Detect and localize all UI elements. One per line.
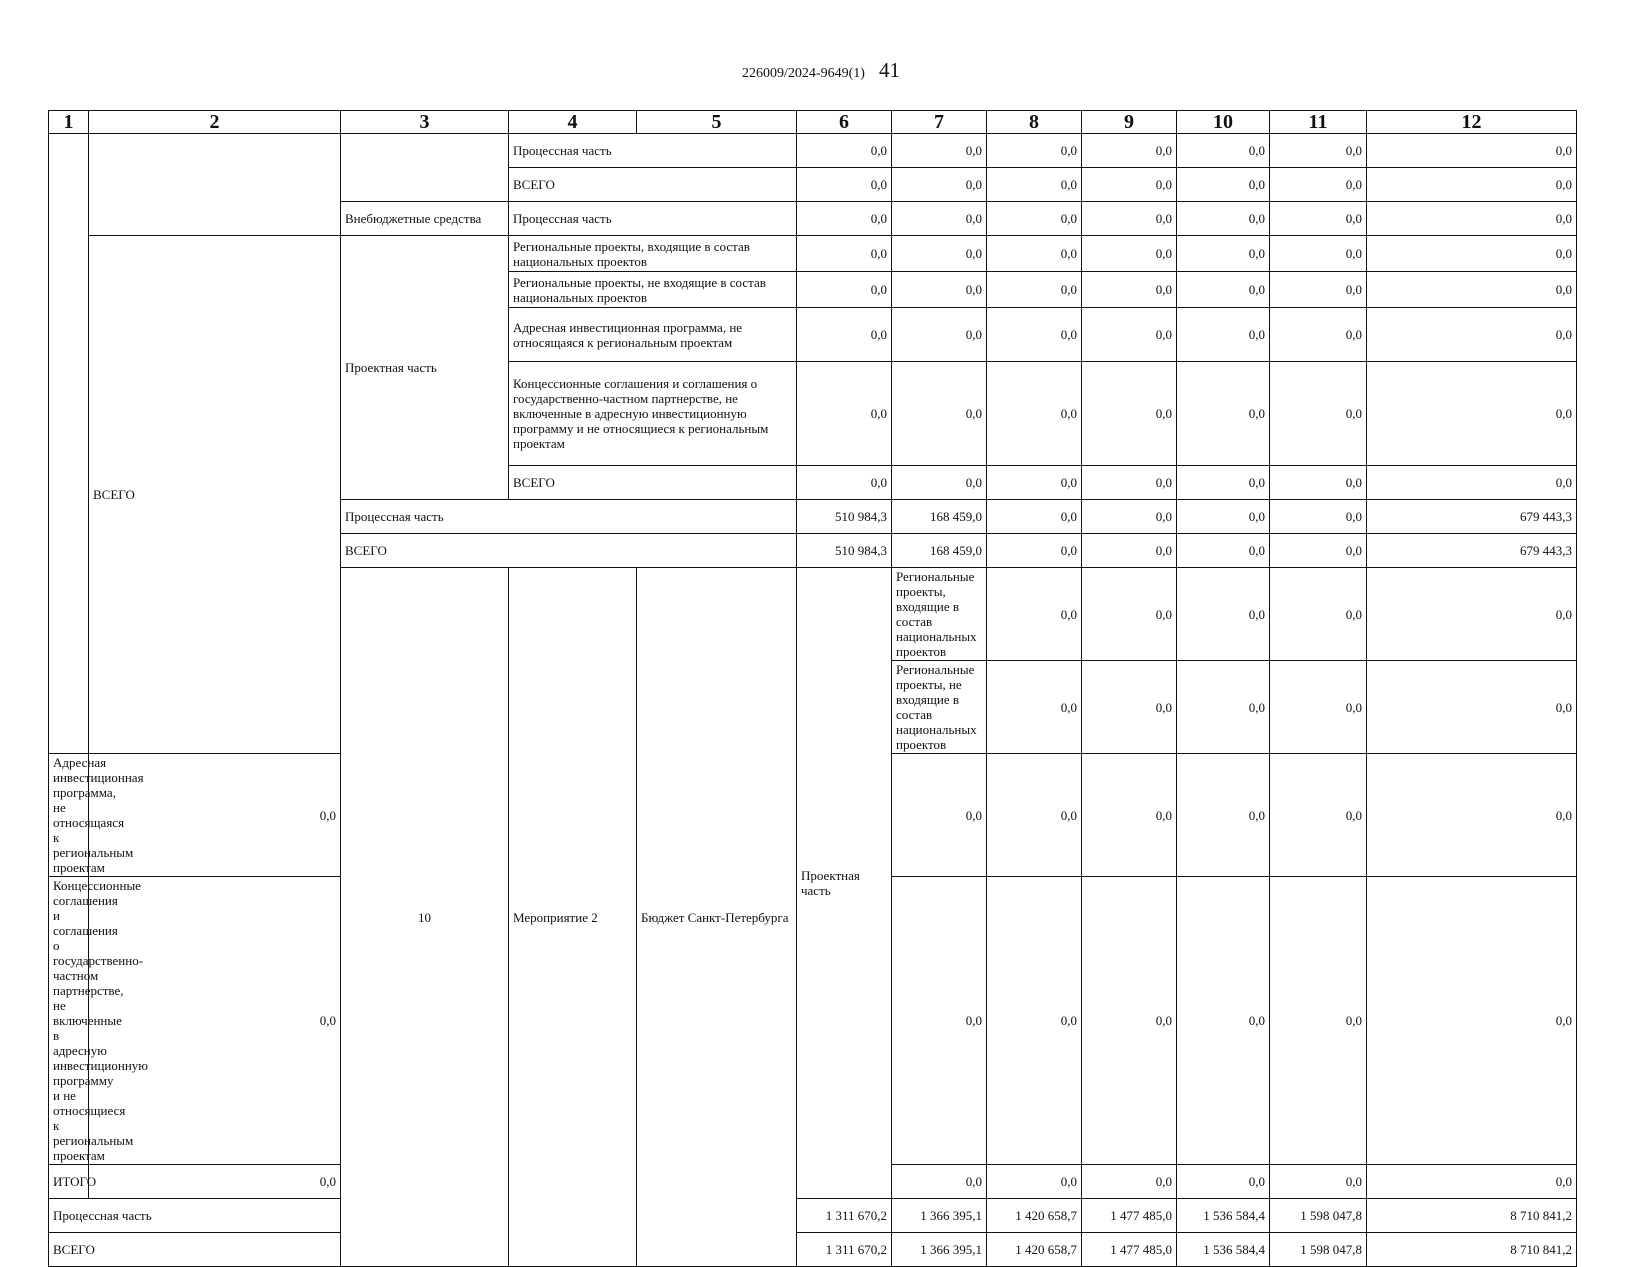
- name-cell: Мероприятие 2: [509, 568, 637, 1267]
- value-cell: 0,0: [1367, 202, 1577, 236]
- value-cell: 0,0: [1367, 308, 1577, 362]
- value-cell: 0,0: [987, 568, 1082, 661]
- value-cell: 0,0: [987, 134, 1082, 168]
- subpart-label: Адресная инвестиционная программа, не относящаяся к региональным проектам: [509, 308, 797, 362]
- value-cell: 0,0: [89, 877, 341, 1165]
- table-row: [49, 236, 1577, 272]
- subpart-label: Региональные проекты, входящие в состав национальных проектов: [509, 236, 797, 272]
- value-cell: 0,0: [1367, 168, 1577, 202]
- value-cell: 1 311 670,2: [797, 1233, 892, 1267]
- value-cell: 0,0: [987, 168, 1082, 202]
- source-cell: Бюджет Санкт-Петербурга: [637, 568, 797, 1267]
- part-label: Процессная часть: [341, 500, 797, 534]
- value-cell: 1 366 395,1: [892, 1199, 987, 1233]
- value-cell: 0,0: [892, 236, 987, 272]
- value-cell: 8 710 841,2: [1367, 1233, 1577, 1267]
- value-cell: 0,0: [1270, 362, 1367, 466]
- value-cell: 0,0: [1270, 466, 1367, 500]
- value-cell: 510 984,3: [797, 500, 892, 534]
- column-header: 12: [1367, 111, 1577, 134]
- value-cell: 0,0: [892, 272, 987, 308]
- value-cell: 0,0: [987, 1165, 1082, 1199]
- value-cell: 0,0: [987, 877, 1082, 1165]
- registration-number: 226009/2024-9649(1): [742, 66, 865, 81]
- value-cell: 0,0: [892, 754, 987, 877]
- part-cell: Проектная часть: [797, 568, 892, 1199]
- value-cell: 1 420 658,7: [987, 1199, 1082, 1233]
- value-cell: 1 536 584,4: [1177, 1233, 1270, 1267]
- part-cell: Проектная часть: [341, 236, 509, 500]
- value-cell: 0,0: [1082, 466, 1177, 500]
- value-cell: 0,0: [892, 362, 987, 466]
- value-cell: 0,0: [797, 168, 892, 202]
- column-header: 10: [1177, 111, 1270, 134]
- value-cell: 1 598 047,8: [1270, 1199, 1367, 1233]
- value-cell: 0,0: [1177, 466, 1270, 500]
- value-cell: 0,0: [797, 272, 892, 308]
- value-cell: 0,0: [1270, 272, 1367, 308]
- value-cell: 0,0: [1367, 466, 1577, 500]
- value-cell: 0,0: [987, 661, 1082, 754]
- value-cell: 0,0: [987, 202, 1082, 236]
- row-number-cell: 10: [341, 568, 509, 1267]
- value-cell: 0,0: [1177, 362, 1270, 466]
- part-label: Процессная часть: [49, 1199, 341, 1233]
- value-cell: 0,0: [89, 754, 341, 877]
- value-cell: 1 477 485,0: [1082, 1199, 1177, 1233]
- source-cell: [341, 134, 509, 202]
- value-cell: 0,0: [1082, 272, 1177, 308]
- subpart-label: Региональные проекты, входящие в состав национальных проектов: [892, 568, 987, 661]
- value-cell: 0,0: [1367, 236, 1577, 272]
- value-cell: 0,0: [1177, 134, 1270, 168]
- subpart-label: Адресная инвестиционная программа, не относящаяся к региональным проектам: [49, 754, 89, 877]
- part-label: Процессная часть: [509, 202, 797, 236]
- row-number-cell: [49, 134, 89, 754]
- column-header: 5: [637, 111, 797, 134]
- value-cell: 0,0: [1270, 534, 1367, 568]
- column-header: 2: [89, 111, 341, 134]
- value-cell: 0,0: [1177, 661, 1270, 754]
- value-cell: 0,0: [1082, 754, 1177, 877]
- subpart-label: Региональные проекты, не входящие в состав национальных проектов: [509, 272, 797, 308]
- value-cell: 0,0: [1082, 236, 1177, 272]
- column-header: 1: [49, 111, 89, 134]
- total-label: ВСЕГО: [49, 1233, 341, 1267]
- column-header: 9: [1082, 111, 1177, 134]
- value-cell: 0,0: [892, 1165, 987, 1199]
- value-cell: 0,0: [1082, 168, 1177, 202]
- value-cell: 1 477 485,0: [1082, 1233, 1177, 1267]
- value-cell: 0,0: [1270, 500, 1367, 534]
- table-row: [49, 134, 1577, 168]
- value-cell: 0,0: [1082, 134, 1177, 168]
- source-cell: Внебюджетные средства: [341, 202, 509, 236]
- value-cell: 0,0: [892, 877, 987, 1165]
- column-header: 11: [1270, 111, 1367, 134]
- name-cell: ВСЕГО: [89, 236, 341, 754]
- value-cell: 0,0: [1082, 362, 1177, 466]
- value-cell: 0,0: [987, 534, 1082, 568]
- value-cell: 0,0: [987, 308, 1082, 362]
- value-cell: 0,0: [892, 308, 987, 362]
- subpart-label: Региональные проекты, не входящие в состав национальных проектов: [892, 661, 987, 754]
- value-cell: 0,0: [892, 466, 987, 500]
- value-cell: 510 984,3: [797, 534, 892, 568]
- value-cell: 1 420 658,7: [987, 1233, 1082, 1267]
- value-cell: 0,0: [1082, 308, 1177, 362]
- value-cell: 0,0: [1082, 661, 1177, 754]
- value-cell: 0,0: [1177, 500, 1270, 534]
- value-cell: 0,0: [1177, 534, 1270, 568]
- value-cell: 0,0: [797, 134, 892, 168]
- value-cell: 0,0: [1082, 568, 1177, 661]
- value-cell: 0,0: [1270, 202, 1367, 236]
- value-cell: 0,0: [1270, 1165, 1367, 1199]
- total-label: ВСЕГО: [509, 466, 797, 500]
- value-cell: 0,0: [1177, 568, 1270, 661]
- value-cell: 0,0: [1367, 568, 1577, 661]
- name-cell: [89, 134, 341, 236]
- value-cell: 0,0: [987, 272, 1082, 308]
- value-cell: 1 366 395,1: [892, 1233, 987, 1267]
- part-label: Процессная часть: [509, 134, 797, 168]
- page-number: 41: [878, 58, 900, 82]
- value-cell: 0,0: [1177, 1165, 1270, 1199]
- value-cell: 0,0: [987, 500, 1082, 534]
- value-cell: 0,0: [1177, 236, 1270, 272]
- value-cell: 0,0: [1082, 534, 1177, 568]
- subpart-label: Концессионные соглашения и соглашения о государственно-частном партнерстве, не включенные в адресную инвестиционную программу и не относящиеся к региональным проектам: [49, 877, 89, 1165]
- value-cell: 0,0: [987, 236, 1082, 272]
- value-cell: 0,0: [1082, 500, 1177, 534]
- value-cell: 0,0: [1270, 877, 1367, 1165]
- value-cell: 0,0: [892, 202, 987, 236]
- column-header: 4: [509, 111, 637, 134]
- value-cell: 0,0: [1367, 754, 1577, 877]
- value-cell: 0,0: [89, 1165, 341, 1199]
- value-cell: 0,0: [892, 134, 987, 168]
- column-header: 3: [341, 111, 509, 134]
- value-cell: 0,0: [1367, 272, 1577, 308]
- value-cell: 0,0: [1082, 877, 1177, 1165]
- value-cell: 0,0: [1270, 754, 1367, 877]
- value-cell: 8 710 841,2: [1367, 1199, 1577, 1233]
- value-cell: 0,0: [1270, 661, 1367, 754]
- value-cell: 168 459,0: [892, 534, 987, 568]
- value-cell: 0,0: [1270, 308, 1367, 362]
- column-header: 8: [987, 111, 1082, 134]
- value-cell: 679 443,3: [1367, 534, 1577, 568]
- value-cell: 168 459,0: [892, 500, 987, 534]
- value-cell: 1 311 670,2: [797, 1199, 892, 1233]
- value-cell: 0,0: [1177, 308, 1270, 362]
- value-cell: 0,0: [892, 168, 987, 202]
- value-cell: 0,0: [1270, 236, 1367, 272]
- value-cell: 0,0: [1177, 272, 1270, 308]
- table-row: [49, 1199, 1577, 1233]
- value-cell: 0,0: [1270, 168, 1367, 202]
- value-cell: 0,0: [1367, 877, 1577, 1165]
- value-cell: 0,0: [797, 362, 892, 466]
- value-cell: 0,0: [1270, 134, 1367, 168]
- value-cell: 0,0: [1177, 877, 1270, 1165]
- value-cell: 0,0: [1082, 1165, 1177, 1199]
- value-cell: 0,0: [987, 754, 1082, 877]
- value-cell: 0,0: [1177, 202, 1270, 236]
- value-cell: 0,0: [1177, 754, 1270, 877]
- value-cell: 1 598 047,8: [1270, 1233, 1367, 1267]
- value-cell: 0,0: [797, 202, 892, 236]
- value-cell: 0,0: [1367, 362, 1577, 466]
- value-cell: 0,0: [987, 466, 1082, 500]
- value-cell: 0,0: [1270, 568, 1367, 661]
- page-header: [0, 58, 1642, 83]
- subpart-label: Концессионные соглашения и соглашения о государственно-частном партнерстве, не включенные в адресную инвестиционную программу и не относящиеся к региональным проектам: [509, 362, 797, 466]
- column-header: 7: [892, 111, 987, 134]
- value-cell: 679 443,3: [1367, 500, 1577, 534]
- table-row: [49, 1233, 1577, 1267]
- column-header: 6: [797, 111, 892, 134]
- total-label: ВСЕГО: [509, 168, 797, 202]
- value-cell: 0,0: [1367, 1165, 1577, 1199]
- value-cell: 0,0: [1082, 202, 1177, 236]
- value-cell: 1 536 584,4: [1177, 1199, 1270, 1233]
- value-cell: 0,0: [1367, 661, 1577, 754]
- value-cell: 0,0: [797, 236, 892, 272]
- value-cell: 0,0: [1367, 134, 1577, 168]
- total-label: ВСЕГО: [341, 534, 797, 568]
- value-cell: 0,0: [1177, 168, 1270, 202]
- value-cell: 0,0: [797, 466, 892, 500]
- total-label: ИТОГО: [49, 1165, 89, 1199]
- value-cell: 0,0: [987, 362, 1082, 466]
- funding-table: [48, 110, 1577, 1267]
- column-header-row: [49, 111, 1577, 134]
- value-cell: 0,0: [797, 308, 892, 362]
